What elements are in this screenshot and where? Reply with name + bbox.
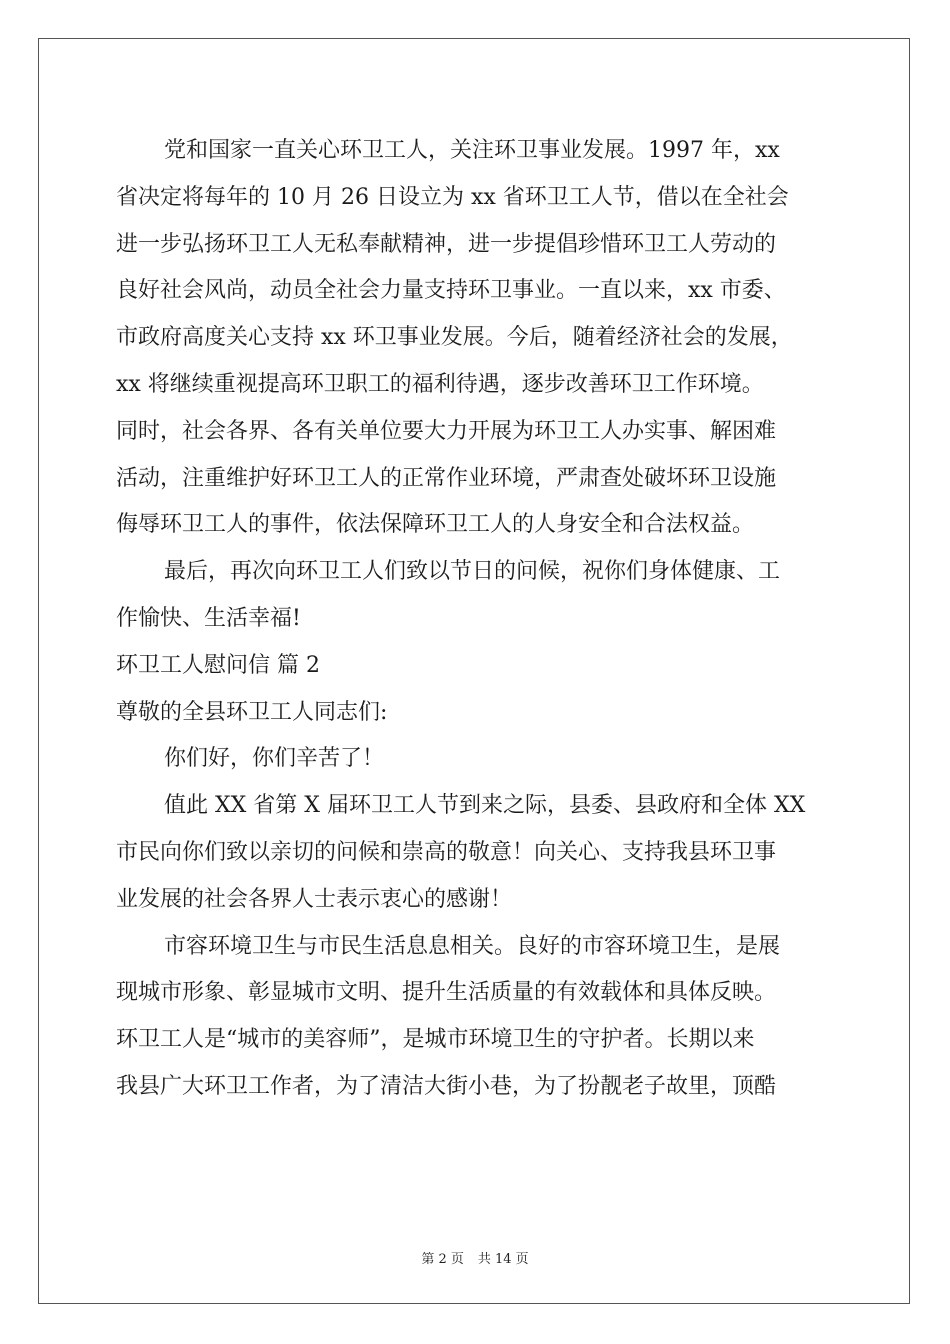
text-line-1: 党和国家一直关心环卫工人，关注环卫事业发展。1997 年，xx: [164, 138, 780, 163]
text-line-3: 进一步弘扬环卫工人无私奉献精神，进一步提倡珍惜环卫工人劳动的: [116, 231, 777, 257]
text-line-18: 市容环境卫生与市民生活息息相关。良好的市容环境卫生，是展: [164, 933, 781, 959]
text-line-19: 现城市形象、彰显城市文明、提升生活质量的有效载体和具体反映。: [116, 980, 777, 1006]
text-line-6: xx 将继续重视提高环卫职工的福利待遇，逐步改善环卫工作环境。: [116, 371, 764, 397]
section-heading: 环卫工人慰问信 篇 2: [116, 652, 320, 678]
text-line-21: 我县广大环卫工作者，为了清洁大街小巷，为了扮靓老子故里，顶酷: [116, 1073, 777, 1099]
text-line-16: 市民向你们致以亲切的问候和崇高的敬意！向关心、支持我县环卫事: [116, 839, 777, 865]
document-body: [116, 128, 838, 1111]
text-line-17: 业发展的社会各界人士表示衷心的感谢！: [116, 886, 513, 912]
text-line-7: 同时，社会各界、各有关单位要大力开展为环卫工人办实事、解困难: [116, 418, 777, 444]
text-line-5: 市政府高度关心支持 xx 环卫事业发展。今后，随着经济社会的发展，: [116, 325, 793, 351]
text-line-20: 环卫工人是“城市的美容师”，是城市环境卫生的守护者。长期以来: [116, 1027, 755, 1053]
text-line-9: 侮辱环卫工人的事件，依法保障环卫工人的人身安全和合法权益。: [116, 512, 755, 538]
text-line-2: 省决定将每年的 10 月 26 日设立为 xx 省环卫工人节，借以在全社会: [116, 184, 789, 210]
text-line-15: 值此 XX 省第 X 届环卫工人节到来之际，县委、县政府和全体 XX: [164, 793, 806, 819]
text-line-10: 最后，再次向环卫工人们致以节日的问候，祝你们身体健康、工: [164, 559, 781, 585]
salutation: 尊敬的全县环卫工人同志们:: [116, 699, 388, 725]
text-line-8: 活动，注重维护好环卫工人的正常作业环境，严肃查处破坏环卫设施: [116, 465, 777, 491]
greeting: 你们好，你们辛苦了！: [164, 746, 385, 772]
text-line-11: 作愉快、生活幸福!: [116, 605, 301, 631]
page-total: 共 14 页: [477, 1252, 529, 1267]
text-line-4: 良好社会风尚，动员全社会力量支持环卫事业。一直以来，xx 市委、: [116, 278, 786, 304]
page-number: 第 2 页: [421, 1252, 464, 1267]
page-footer: [0, 1248, 950, 1267]
